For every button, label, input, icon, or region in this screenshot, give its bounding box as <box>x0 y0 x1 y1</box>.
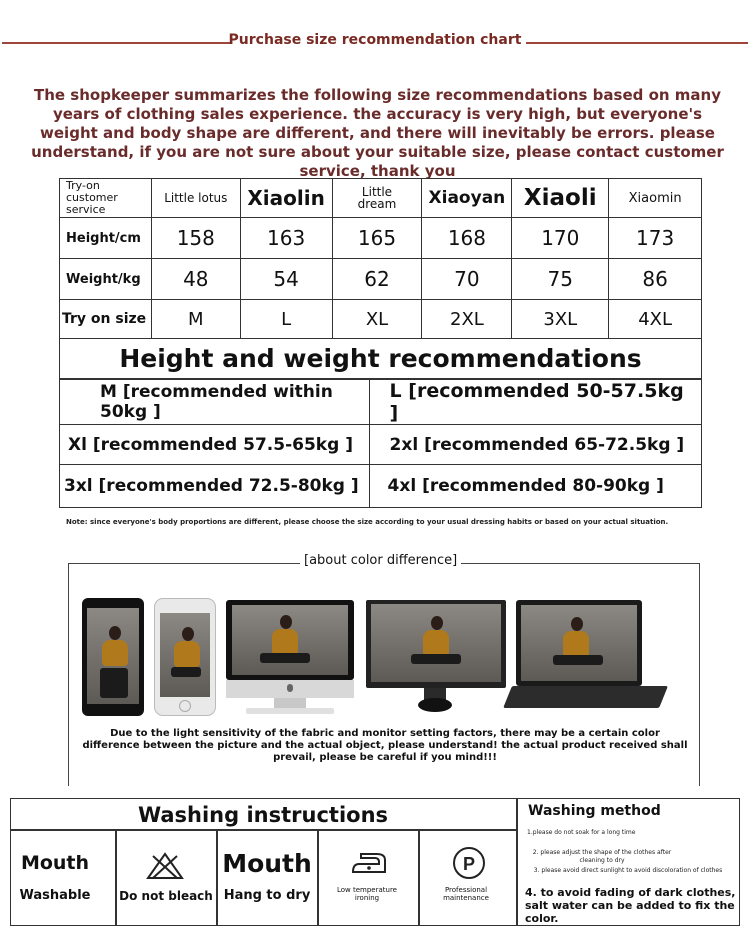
weight-value: 48 <box>151 259 240 300</box>
phone-black-image <box>82 598 144 716</box>
hang-dry-text: Mouth <box>222 849 312 878</box>
height-value: 173 <box>609 218 702 259</box>
recommendation-item: Xl [recommended 57.5-65kg ] <box>60 425 370 465</box>
washable-text: Mouth <box>20 852 90 874</box>
color-difference-text: Due to the light sensitivity of the fabric and monitor setting factors, there may be a certain color difference between the picture and the actual object, please understand! the actual product received shall prevail, please be careful if you mind!!! <box>82 728 688 763</box>
do-not-bleach-caption: Do not bleach <box>119 889 213 903</box>
corner-label: Try-on customer service <box>60 179 152 218</box>
washing-method-item: 3. please avoid direct sunlight to avoid discoloration of clothes <box>533 867 723 874</box>
washing-method-title: Washing method <box>528 803 661 819</box>
customer-row <box>60 179 702 218</box>
weight-value: 75 <box>512 259 609 300</box>
divider <box>317 829 319 926</box>
divider <box>418 829 420 926</box>
customer-name: Little lotus <box>151 179 240 218</box>
weight-value: 62 <box>332 259 422 300</box>
weight-row <box>60 259 702 300</box>
customer-name: Xiaoyan <box>422 179 512 218</box>
divider <box>516 798 518 926</box>
recommendation-item: M [recommended within 50kg ] <box>60 380 370 425</box>
recommendation-item: 4xl [recommended 80-90kg ] <box>369 465 701 508</box>
washing-title: Washing instructions <box>137 803 389 827</box>
monitor-image <box>366 600 506 714</box>
weight-value: 70 <box>422 259 512 300</box>
washing-method-item: 1.please do not soak for a long time <box>527 829 636 836</box>
customer-name: Xiaolin <box>240 179 332 218</box>
size-label: Try on size <box>60 300 152 339</box>
svg-text:P: P <box>462 854 476 874</box>
size-value: 2XL <box>422 300 512 339</box>
divider <box>115 829 117 926</box>
height-label: Height/cm <box>60 218 152 259</box>
washable-caption: Washable <box>19 888 91 903</box>
height-value: 168 <box>422 218 512 259</box>
iron-icon <box>349 850 389 880</box>
size-value: 3XL <box>512 300 609 339</box>
height-value: 163 <box>240 218 332 259</box>
page-title: Purchase size recommendation chart <box>228 32 522 48</box>
color-difference-title: [about color difference] <box>300 553 461 568</box>
weight-label: Weight/kg <box>60 259 152 300</box>
laptop-image <box>512 600 668 716</box>
customer-name: Little dream <box>332 179 422 218</box>
height-value: 170 <box>512 218 609 259</box>
hang-dry-caption: Hang to dry <box>223 888 311 903</box>
height-row <box>60 218 702 259</box>
size-note: Note: since everyone's body proportions are different, please choose the size according to your usual dressing habits or based on your actual situation. <box>66 518 669 526</box>
recommendation-item: 3xl [recommended 72.5-80kg ] <box>60 465 370 508</box>
professional-care-icon <box>452 846 486 884</box>
recommendation-item: L [recommended 50-57.5kg ] <box>369 380 701 425</box>
height-value: 158 <box>151 218 240 259</box>
intro-text: The shopkeeper summarizes the following size recommendations based on many years of clothing sales experience. the accuracy is very high, but everyone's weight and body shape are different, and there will inevitably be errors. please understand, if you are not sure about your suitable size, please contact customer service, thank you <box>31 86 724 180</box>
recommendation-item: 2xl [recommended 65-72.5kg ] <box>369 425 701 465</box>
professional-care-caption: Professional maintenance <box>443 886 489 902</box>
height-value: 165 <box>332 218 422 259</box>
size-table <box>59 178 702 339</box>
do-not-bleach-icon <box>146 852 184 884</box>
phone-white-image <box>154 598 216 716</box>
iron-caption: Low temperature ironing <box>336 886 397 902</box>
recommendations-title: Height and weight recommendations <box>59 339 702 379</box>
recommendations-table <box>59 379 702 508</box>
desktop-computer-image <box>226 600 354 716</box>
customer-name: Xiaomin <box>609 179 702 218</box>
size-value: 4XL <box>609 300 702 339</box>
size-value: M <box>151 300 240 339</box>
weight-value: 54 <box>240 259 332 300</box>
customer-name: Xiaoli <box>512 179 609 218</box>
size-row <box>60 300 702 339</box>
size-value: L <box>240 300 332 339</box>
washing-method-item: 4. to avoid fading of dark clothes, salt water can be added to fix the color. <box>525 886 736 925</box>
weight-value: 86 <box>609 259 702 300</box>
size-value: XL <box>332 300 422 339</box>
washing-method-item: 2. please adjust the shape of the clothes after cleaning to dry <box>532 849 672 864</box>
